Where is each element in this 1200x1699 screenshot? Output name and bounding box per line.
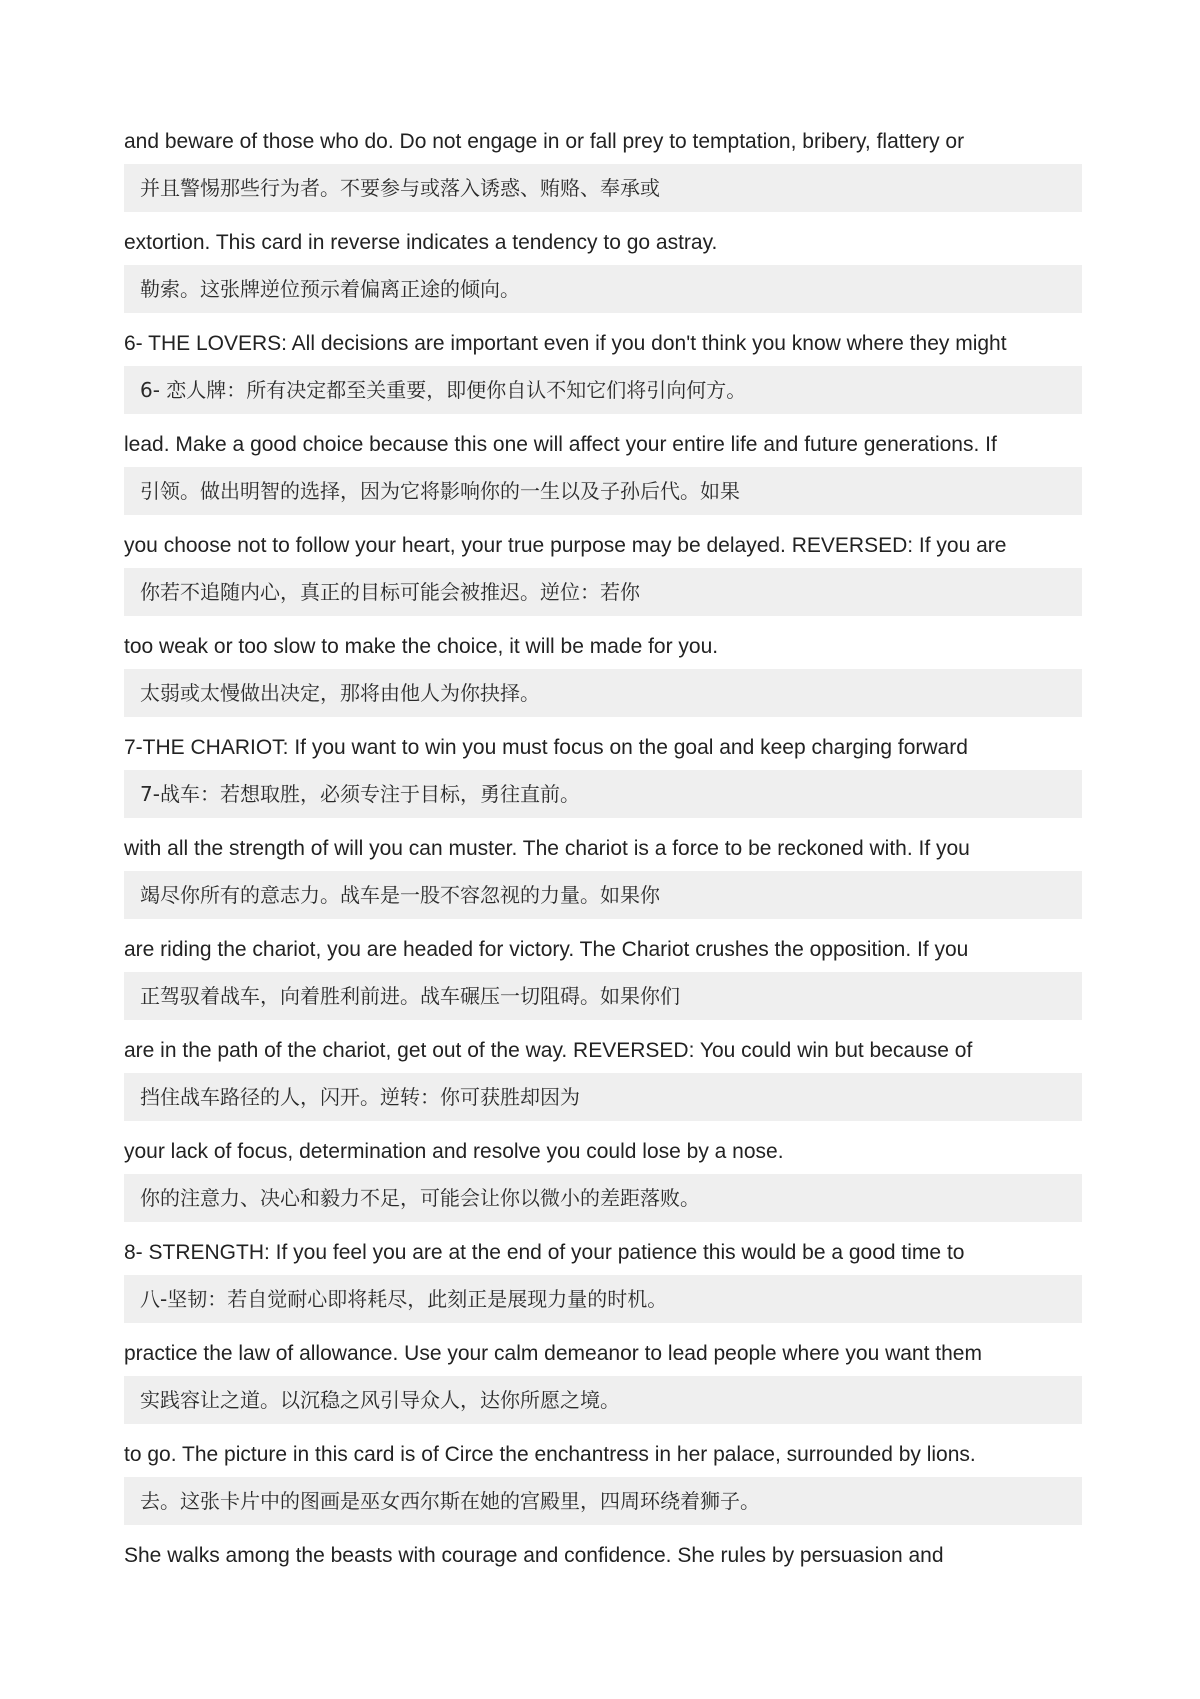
line-pair [124, 322, 1082, 414]
english-line: your lack of focus, determination and resolve you could lose by a nose. [124, 1140, 784, 1163]
chinese-translation-box: 竭尽你所有的意志力。战车是一股不容忽视的力量。如果你 [124, 871, 1082, 919]
english-line: extortion. This card in reverse indicates a tendency to go astray. [124, 231, 718, 254]
english-line: with all the strength of will you can muster. The chariot is a force to be reckoned with. If you [124, 837, 970, 860]
chinese-translation-box: 太弱或太慢做出决定，那将由他人为你抉择。 [124, 669, 1082, 717]
chinese-translation-box: 去。这张卡片中的图画是巫女西尔斯在她的宫殿里，四周环绕着狮子。 [124, 1477, 1082, 1525]
chinese-translation-box: 你的注意力、决心和毅力不足，可能会让你以微小的差距落败。 [124, 1174, 1082, 1222]
chinese-translation-box: 7-战车：若想取胜，必须专注于目标，勇往直前。 [124, 770, 1082, 818]
chinese-translation-box: 并且警惕那些行为者。不要参与或落入诱惑、贿赂、奉承或 [124, 164, 1082, 212]
english-line: 7-THE CHARIOT: If you want to win you must focus on the goal and keep charging forward [124, 736, 968, 759]
line-pair [124, 1433, 1082, 1525]
line-pair [124, 423, 1082, 515]
english-line: and beware of those who do. Do not engage in or fall prey to temptation, bribery, flattery or [124, 130, 965, 153]
line-pair [124, 827, 1082, 919]
chinese-translation-box: 正驾驭着战车，向着胜利前进。战车碾压一切阻碍。如果你们 [124, 972, 1082, 1020]
line-pair [124, 928, 1082, 1020]
english-line: 6- THE LOVERS: All decisions are important even if you don't think you know where they might [124, 332, 1007, 355]
chinese-translation-box: 八-坚韧：若自觉耐心即将耗尽，此刻正是展现力量的时机。 [124, 1275, 1082, 1323]
english-line: 8- STRENGTH: If you feel you are at the end of your patience this would be a good time to [124, 1241, 965, 1264]
line-pair [124, 1130, 1082, 1222]
chinese-translation-box: 挡住战车路径的人，闪开。逆转：你可获胜却因为 [124, 1073, 1082, 1121]
english-line: too weak or too slow to make the choice, it will be made for you. [124, 635, 719, 658]
chinese-translation-box: 勒索。这张牌逆位预示着偏离正途的倾向。 [124, 265, 1082, 313]
chinese-translation-box: 实践容让之道。以沉稳之风引导众人，达你所愿之境。 [124, 1376, 1082, 1424]
line-pair [124, 1029, 1082, 1121]
line-pair [124, 1231, 1082, 1323]
english-line: practice the law of allowance. Use your calm demeanor to lead people where you want them [124, 1342, 982, 1365]
english-line: are in the path of the chariot, get out of the way. REVERSED: You could win but because of [124, 1039, 973, 1062]
english-line: to go. The picture in this card is of Circe the enchantress in her palace, surrounded by lions. [124, 1443, 976, 1466]
line-pair [124, 221, 1082, 313]
line-pair [124, 524, 1082, 616]
chinese-translation-box: 6- 恋人牌：所有决定都至关重要，即便你自认不知它们将引向何方。 [124, 366, 1082, 414]
line-pair [124, 120, 1082, 212]
line-pair [124, 726, 1082, 818]
english-line: lead. Make a good choice because this one will affect your entire life and future generations. If [124, 433, 997, 456]
english-line: are riding the chariot, you are headed for victory. The Chariot crushes the opposition. If you [124, 938, 969, 961]
chinese-translation-box: 你若不追随内心，真正的目标可能会被推迟。逆位：若你 [124, 568, 1082, 616]
line-pair [124, 625, 1082, 717]
english-line-last: She walks among the beasts with courage and confidence. She rules by persuasion and [124, 1544, 944, 1567]
document-page [124, 120, 1082, 1578]
line-pair [124, 1332, 1082, 1424]
english-line: you choose not to follow your heart, your true purpose may be delayed. REVERSED: If you are [124, 534, 1007, 557]
chinese-translation-box: 引领。做出明智的选择，因为它将影响你的一生以及子孙后代。如果 [124, 467, 1082, 515]
